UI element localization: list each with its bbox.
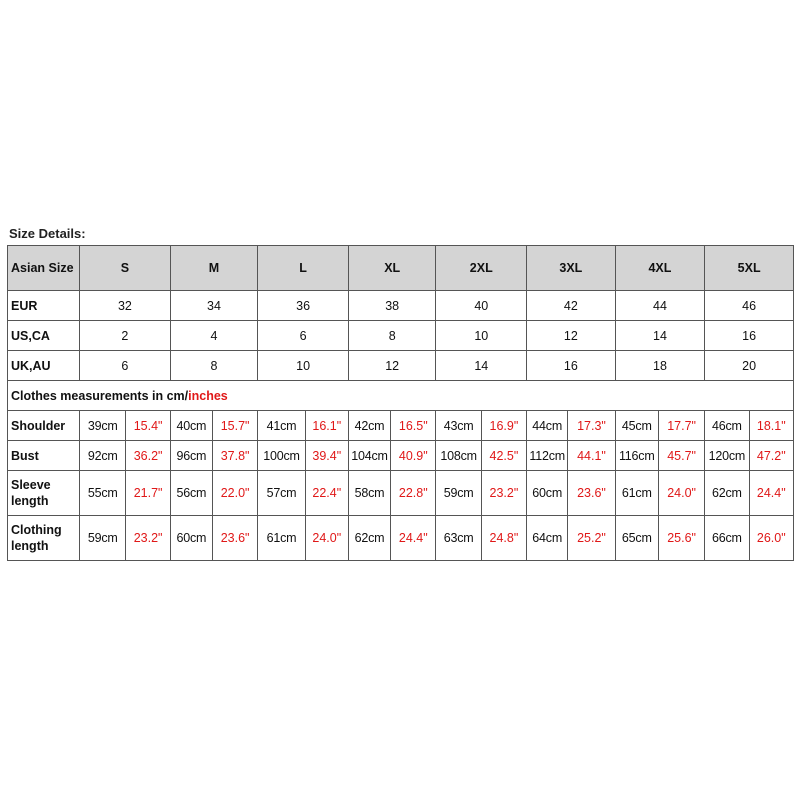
measurement-inches: 18.1" xyxy=(749,411,793,441)
measurement-inches: 17.3" xyxy=(568,411,615,441)
conversion-value: 16 xyxy=(705,321,794,351)
measurement-label: Clothing length xyxy=(8,516,80,561)
conversion-row xyxy=(8,291,794,321)
measurement-inches: 24.0" xyxy=(658,471,704,516)
measurement-cm: 63cm xyxy=(436,516,481,561)
conversion-value: 40 xyxy=(436,291,527,321)
measurement-cm: 46cm xyxy=(705,411,749,441)
measurement-cm: 43cm xyxy=(436,411,481,441)
measurement-cm: 66cm xyxy=(705,516,749,561)
measurement-inches: 44.1" xyxy=(568,441,615,471)
conversion-value: 16 xyxy=(527,351,616,381)
measurement-inches: 15.7" xyxy=(212,411,257,441)
measurement-label: Sleeve length xyxy=(8,471,80,516)
conversion-value: 38 xyxy=(348,291,436,321)
measurement-inches: 16.5" xyxy=(391,411,436,441)
measurement-inches: 42.5" xyxy=(481,441,526,471)
conversion-value: 42 xyxy=(527,291,616,321)
section-heading xyxy=(8,381,794,411)
section-heading-text: Clothes measurements in cm/ xyxy=(11,388,189,403)
measurement-inches: 26.0" xyxy=(749,516,793,561)
measurement-cm: 45cm xyxy=(615,411,658,441)
section-heading-inches: inches xyxy=(188,388,228,403)
measurement-label: Bust xyxy=(8,441,80,471)
conversion-value: 32 xyxy=(80,291,171,321)
conversion-value: 6 xyxy=(80,351,171,381)
measurement-inches: 22.8" xyxy=(391,471,436,516)
conversion-value: 20 xyxy=(705,351,794,381)
size-header-2xl: 2XL xyxy=(436,246,527,291)
header-row xyxy=(8,246,794,291)
measurement-inches: 25.2" xyxy=(568,516,615,561)
conversion-value: 44 xyxy=(615,291,705,321)
measurement-inches: 23.6" xyxy=(212,516,257,561)
size-header-5xl: 5XL xyxy=(705,246,794,291)
size-header-s: S xyxy=(80,246,171,291)
measurement-inches: 24.0" xyxy=(305,516,348,561)
size-table xyxy=(7,245,794,561)
size-header-l: L xyxy=(258,246,349,291)
measurement-cm: 44cm xyxy=(527,411,568,441)
measurement-cm: 112cm xyxy=(527,441,568,471)
measurement-inches: 23.6" xyxy=(568,471,615,516)
measurement-row xyxy=(8,471,794,516)
conversion-value: 6 xyxy=(258,321,349,351)
table-title: Size Details: xyxy=(9,226,86,241)
measurement-cm: 60cm xyxy=(527,471,568,516)
conversion-label: EUR xyxy=(8,291,80,321)
measurement-cm: 59cm xyxy=(436,471,481,516)
conversion-value: 46 xyxy=(705,291,794,321)
measurement-cm: 41cm xyxy=(258,411,305,441)
conversion-value: 10 xyxy=(436,321,527,351)
measurement-inches: 36.2" xyxy=(126,441,170,471)
measurement-cm: 92cm xyxy=(80,441,126,471)
measurement-inches: 24.8" xyxy=(481,516,526,561)
size-header-xl: XL xyxy=(348,246,436,291)
measurement-cm: 116cm xyxy=(615,441,658,471)
header-label: Asian Size xyxy=(8,246,80,291)
conversion-value: 12 xyxy=(348,351,436,381)
measurement-cm: 96cm xyxy=(170,441,212,471)
measurement-inches: 45.7" xyxy=(658,441,704,471)
measurement-inches: 40.9" xyxy=(391,441,436,471)
conversion-value: 2 xyxy=(80,321,171,351)
conversion-value: 14 xyxy=(436,351,527,381)
conversion-row xyxy=(8,351,794,381)
conversion-value: 14 xyxy=(615,321,705,351)
measurement-inches: 16.9" xyxy=(481,411,526,441)
measurement-cm: 42cm xyxy=(348,411,390,441)
measurement-inches: 25.6" xyxy=(658,516,704,561)
conversion-row xyxy=(8,321,794,351)
measurement-row xyxy=(8,516,794,561)
conversion-value: 4 xyxy=(170,321,258,351)
measurement-inches: 23.2" xyxy=(126,516,170,561)
measurement-cm: 64cm xyxy=(527,516,568,561)
measurement-inches: 15.4" xyxy=(126,411,170,441)
measurement-row xyxy=(8,441,794,471)
conversion-value: 36 xyxy=(258,291,349,321)
measurement-inches: 39.4" xyxy=(305,441,348,471)
measurement-cm: 59cm xyxy=(80,516,126,561)
conversion-value: 8 xyxy=(348,321,436,351)
measurement-cm: 55cm xyxy=(80,471,126,516)
measurement-cm: 62cm xyxy=(705,471,749,516)
measurement-inches: 24.4" xyxy=(749,471,793,516)
measurement-inches: 22.4" xyxy=(305,471,348,516)
measurement-row xyxy=(8,411,794,441)
measurement-inches: 22.0" xyxy=(212,471,257,516)
measurement-cm: 40cm xyxy=(170,411,212,441)
measurement-cm: 56cm xyxy=(170,471,212,516)
conversion-value: 34 xyxy=(170,291,258,321)
measurement-cm: 61cm xyxy=(615,471,658,516)
conversion-value: 12 xyxy=(527,321,616,351)
conversion-value: 10 xyxy=(258,351,349,381)
measurement-cm: 62cm xyxy=(348,516,390,561)
measurement-inches: 21.7" xyxy=(126,471,170,516)
conversion-label: UK,AU xyxy=(8,351,80,381)
size-header-4xl: 4XL xyxy=(615,246,705,291)
conversion-value: 18 xyxy=(615,351,705,381)
measurement-cm: 60cm xyxy=(170,516,212,561)
measurement-inches: 24.4" xyxy=(391,516,436,561)
measurement-cm: 58cm xyxy=(348,471,390,516)
measurement-cm: 104cm xyxy=(348,441,390,471)
size-header-3xl: 3XL xyxy=(527,246,616,291)
measurement-inches: 37.8" xyxy=(212,441,257,471)
measurement-cm: 65cm xyxy=(615,516,658,561)
section-row xyxy=(8,381,794,411)
measurement-inches: 23.2" xyxy=(481,471,526,516)
measurement-cm: 108cm xyxy=(436,441,481,471)
conversion-value: 8 xyxy=(170,351,258,381)
measurement-label: Shoulder xyxy=(8,411,80,441)
conversion-label: US,CA xyxy=(8,321,80,351)
measurement-cm: 57cm xyxy=(258,471,305,516)
measurement-cm: 39cm xyxy=(80,411,126,441)
measurement-cm: 100cm xyxy=(258,441,305,471)
measurement-inches: 17.7" xyxy=(658,411,704,441)
measurement-cm: 61cm xyxy=(258,516,305,561)
size-header-m: M xyxy=(170,246,258,291)
measurement-inches: 47.2" xyxy=(749,441,793,471)
measurement-inches: 16.1" xyxy=(305,411,348,441)
measurement-cm: 120cm xyxy=(705,441,749,471)
